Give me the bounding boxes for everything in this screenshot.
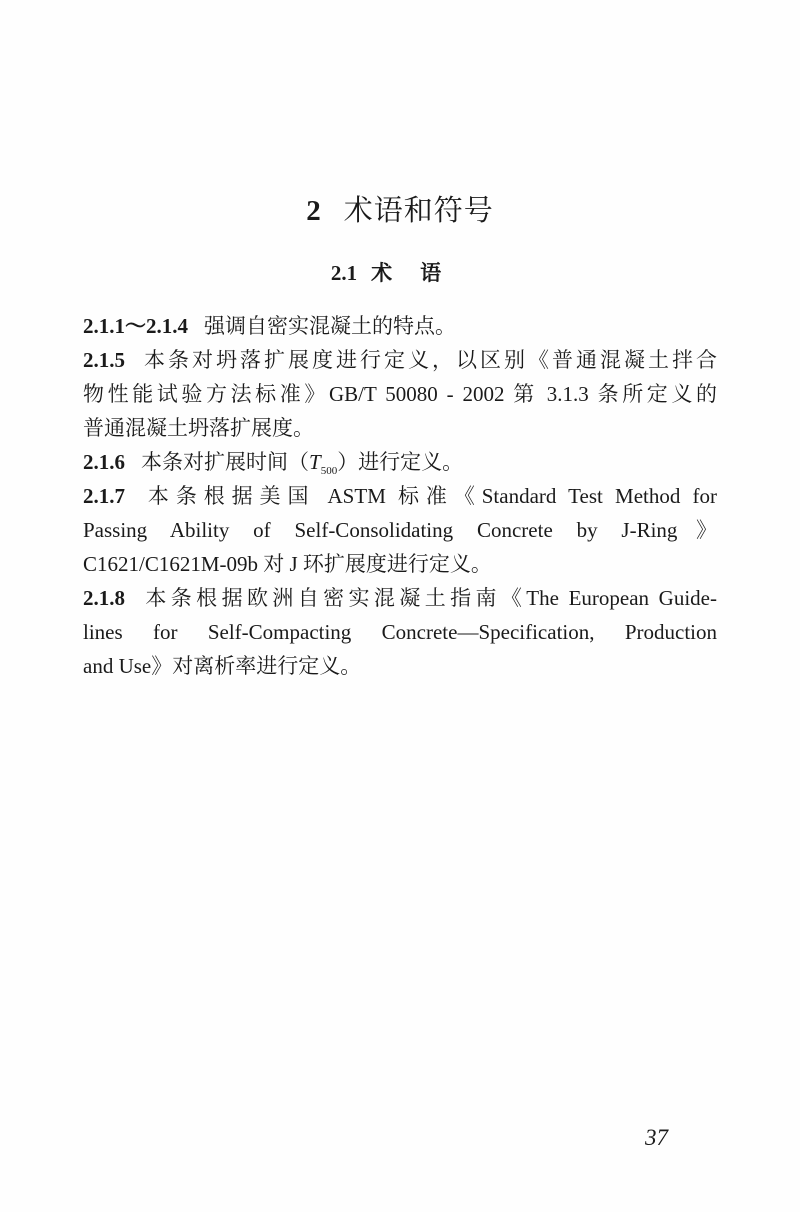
clause-text: 本条对坍落扩展度进行定义，以区别《普通混凝土拌合 <box>141 348 717 372</box>
clause-2-1-1 <box>83 309 717 343</box>
chapter-number: 2 <box>306 195 322 227</box>
clause-text: C1621/C1621M-09b 对 J 环扩展度进行定义。 <box>83 552 492 576</box>
clause-text: 本条对扩展时间（ <box>141 450 309 474</box>
clause-text: ）进行定义。 <box>337 450 464 474</box>
symbol-t: T <box>309 450 321 474</box>
clause-text: 物性能试验方法标准》GB/T 50080 - 2002 第 3.1.3 条所定义的 <box>83 382 717 406</box>
section-number: 2.1 <box>330 261 358 285</box>
clause-number: 2.1.6 <box>83 450 125 474</box>
section-title: 术语 <box>371 261 470 285</box>
clause-text: 本条根据欧洲自密实混凝土指南《The European Guide- <box>141 586 717 610</box>
clause-text: lines for Self-Compacting Concrete—Specification, Production <box>83 620 717 644</box>
section-heading <box>0 257 800 287</box>
clause-2-1-6 <box>83 445 717 479</box>
clause-2-1-7 <box>83 479 717 581</box>
clause-text: Passing Ability of Self-Consolidating Concrete by J-Ring》 <box>83 518 717 542</box>
page-number: 37 <box>645 1125 668 1150</box>
clause-number: 2.1.8 <box>83 586 125 610</box>
document-body <box>83 309 717 683</box>
clause-2-1-5 <box>83 343 717 445</box>
clause-text: 本条根据美国 ASTM 标准《Standard Test Method for <box>141 484 717 508</box>
chapter-title: 术语和符号 <box>343 195 494 227</box>
clause-2-1-8 <box>83 581 717 683</box>
clause-text: 普通混凝土坍落扩展度。 <box>83 416 314 440</box>
clause-number: 2.1.7 <box>83 484 125 508</box>
clause-text: and Use》对离析率进行定义。 <box>83 654 362 678</box>
chapter-heading <box>0 188 800 229</box>
clause-text: 强调自密实混凝土的特点。 <box>204 314 456 338</box>
clause-number: 2.1.5 <box>83 348 125 372</box>
symbol-subscript: 500 <box>320 465 338 478</box>
clause-number: 2.1.1～2.1.4 <box>83 314 188 338</box>
